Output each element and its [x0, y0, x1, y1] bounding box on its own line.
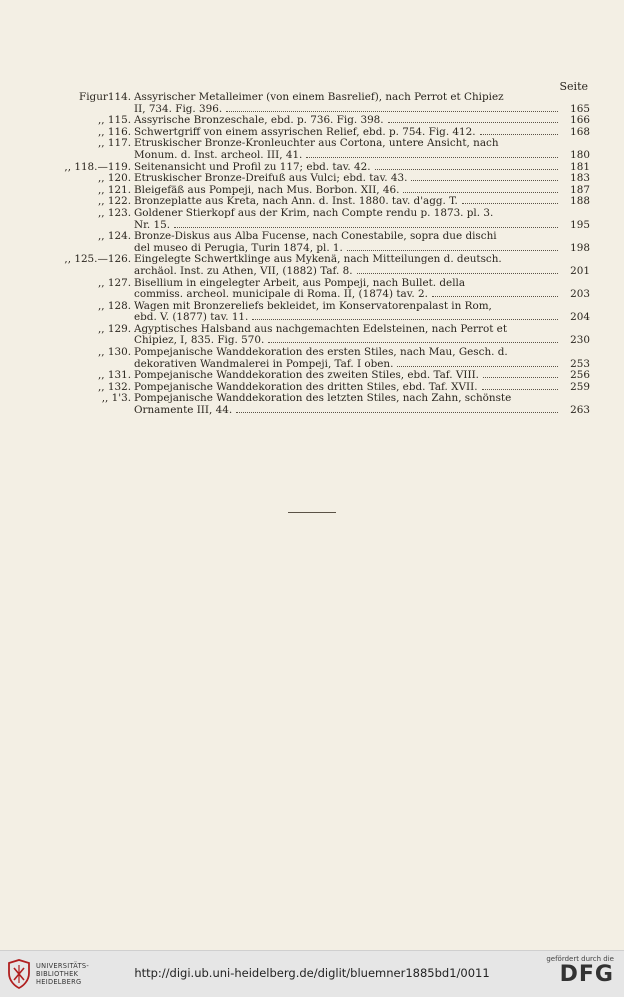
- figure-number: Figur114.: [79, 91, 131, 103]
- dot-leader: [397, 359, 558, 367]
- entry-text: Monum. d. Inst. archeol. III, 41.: [134, 149, 303, 161]
- page-number: 166: [570, 114, 590, 127]
- figure-number: ,, 121.: [97, 183, 131, 196]
- figure-entry: [60, 231, 590, 254]
- figure-number: ,, 120.: [97, 172, 131, 185]
- figure-entry: [60, 393, 590, 416]
- entry-last-line: [60, 104, 590, 116]
- entry-text: Assyrischer Metalleimer (von einem Basrelief), nach Perrot et Chipiez: [134, 92, 504, 103]
- entry-text: Pompejanische Wanddekoration des ersten Stiles, nach Mau, Gesch. d.: [134, 347, 508, 359]
- entry-first-line: [60, 324, 590, 336]
- dot-leader: [375, 162, 558, 170]
- dot-leader: [411, 173, 558, 181]
- entry-text: Seitenansicht und Profil zu 117; ebd. tav. 42.: [134, 161, 371, 173]
- dot-leader: [306, 150, 558, 158]
- entry-last-line: [60, 312, 590, 324]
- figure-entry: [60, 347, 590, 370]
- entry-text: Eingelegte Schwertklinge aus Mykenä, nach Mitteilungen d. deutsch.: [134, 254, 502, 266]
- entry-first-line: [60, 115, 590, 127]
- entry-first-line: [60, 92, 590, 104]
- library-name-line2: BIBLIOTHEK: [36, 970, 79, 978]
- dfg-logo[interactable]: [546, 955, 614, 987]
- entry-first-line: [60, 173, 590, 185]
- dot-leader: [252, 312, 558, 320]
- dot-leader: [482, 382, 558, 390]
- entry-text: Pompejanische Wanddekoration des zweiten Stiles, ebd. Taf. VIII.: [134, 370, 479, 382]
- dot-leader: [462, 196, 558, 204]
- figure-entry: [60, 162, 590, 174]
- figure-number: ,, 127.: [97, 276, 131, 289]
- figure-number: ,, 132.: [97, 380, 131, 393]
- dot-leader: [236, 405, 558, 413]
- dot-leader: [357, 266, 558, 274]
- entry-first-line: [60, 196, 590, 208]
- page-number: 188: [570, 195, 590, 208]
- figure-number: ,, 116.: [97, 125, 131, 138]
- entry-text: archäol. Inst. zu Athen, VII, (1882) Taf. 8.: [134, 265, 353, 277]
- entry-text: Pompejanische Wanddekoration des dritten Stiles, ebd. Taf. XVII.: [134, 381, 478, 393]
- page-number: 183: [570, 172, 590, 185]
- entry-text: del museo di Perugia, Turin 1874, pl. 1.: [134, 242, 343, 254]
- page-number: 195: [570, 218, 590, 231]
- entry-first-line: [60, 185, 590, 197]
- figure-number: ,, 128.: [97, 299, 131, 312]
- entry-text: Ägyptisches Halsband aus nachgemachten Edelsteinen, nach Perrot et: [134, 323, 508, 335]
- page-number: 259: [570, 380, 590, 393]
- entry-text: Bisellium in eingelegter Arbeit, aus Pompeji, nach Bullet. della: [134, 277, 466, 289]
- figure-number: ,, 1'3.: [101, 392, 131, 405]
- entry-text: Ornamente III, 44.: [134, 405, 233, 417]
- dfg-wordmark: DFG: [559, 962, 614, 987]
- entry-text: commiss. archeol. municipale di Roma. II, (1874) tav. 2.: [134, 289, 428, 301]
- page-number: 201: [570, 264, 590, 277]
- page-number: 203: [570, 288, 590, 301]
- permalink-url[interactable]: http://digi.ub.uni-heidelberg.de/diglit/bluemner1885bd1/0011: [134, 966, 490, 980]
- page-number: 256: [570, 369, 590, 382]
- entry-last-line: [60, 359, 590, 371]
- figure-entry: [60, 254, 590, 277]
- entry-first-line: [60, 162, 590, 174]
- figure-number: ,, 129.: [97, 322, 131, 335]
- figure-entry: [60, 278, 590, 301]
- figure-entry: [60, 370, 590, 382]
- figure-entry: [60, 196, 590, 208]
- figure-number: ,, 117.: [97, 137, 131, 150]
- entry-text: Goldener Stierkopf aus der Krim, nach Compte rendu p. 1873. pl. 3.: [134, 207, 494, 219]
- page-number: 168: [570, 125, 590, 138]
- end-rule: [288, 512, 336, 513]
- page-number: 180: [570, 148, 590, 161]
- entry-text: dekorativen Wandmalerei in Pompeji, Taf. I oben.: [134, 358, 394, 370]
- entry-last-line: [60, 335, 590, 347]
- library-name-line1: UNIVERSITÄTS-: [36, 962, 90, 970]
- figure-entry: [60, 185, 590, 197]
- page-column-header: Seite: [559, 80, 588, 93]
- entry-first-line: [60, 347, 590, 359]
- dot-leader: [226, 104, 558, 112]
- entry-text: Chipiez, I, 835. Fig. 570.: [134, 335, 265, 347]
- page-number: 230: [570, 334, 590, 347]
- entry-text: Pompejanische Wanddekoration des letzten Stiles, nach Zahn, schönste: [134, 393, 512, 405]
- viewer-footer: [0, 950, 624, 997]
- figure-entry: [60, 324, 590, 347]
- figure-number: ,, 125.—126.: [64, 253, 131, 266]
- dot-leader: [388, 115, 558, 123]
- figure-number: ,, 122.: [97, 195, 131, 208]
- entry-first-line: [60, 254, 590, 266]
- entry-text: Schwertgriff von einem assyrischen Relief, ebd. p. 754. Fig. 412.: [134, 126, 476, 138]
- dot-leader: [347, 243, 558, 251]
- entry-first-line: [60, 382, 590, 394]
- entry-first-line: [60, 138, 590, 150]
- dot-leader: [268, 335, 558, 343]
- entry-first-line: [60, 301, 590, 313]
- entry-last-line: [60, 220, 590, 232]
- figure-number: ,, 118.—119.: [64, 160, 131, 173]
- figure-entry: [60, 173, 590, 185]
- entry-text: ebd. V. (1877) tav. 11.: [134, 312, 249, 324]
- entry-first-line: [60, 231, 590, 243]
- dot-leader: [480, 127, 558, 135]
- figure-number: ,, 115.: [97, 114, 131, 127]
- page-number: 198: [570, 241, 590, 254]
- entry-text: Bronzeplatte aus Kreta, nach Ann. d. Inst. 1880. tav. d'agg. T.: [134, 196, 458, 208]
- figure-entry: [60, 127, 590, 139]
- entry-first-line: [60, 393, 590, 405]
- figure-entry: [60, 208, 590, 231]
- figure-entry: [60, 301, 590, 324]
- figure-number: ,, 124.: [97, 230, 131, 243]
- page-number: 204: [570, 311, 590, 324]
- entry-text: Assyrische Bronzeschale, ebd. p. 736. Fig. 398.: [134, 115, 384, 127]
- entry-text: II, 734. Fig. 396.: [134, 103, 223, 115]
- entry-first-line: [60, 370, 590, 382]
- entry-text: Etruskischer Bronze-Dreifuß aus Vulci; ebd. tav. 43.: [134, 173, 408, 185]
- dot-leader: [432, 289, 558, 297]
- entry-first-line: [60, 208, 590, 220]
- figure-entry: [60, 138, 590, 161]
- entry-last-line: [60, 150, 590, 162]
- figure-entry: [60, 92, 590, 115]
- figure-entry: [60, 382, 590, 394]
- dot-leader: [483, 370, 558, 378]
- entry-text: Bleigefäß aus Pompeji, nach Mus. Borbon. XII, 46.: [134, 184, 400, 196]
- entry-text: Etruskischer Bronze-Kronleuchter aus Cortona, untere Ansicht, nach: [134, 138, 499, 150]
- page-number: 253: [570, 357, 590, 370]
- entry-first-line: [60, 278, 590, 290]
- figure-number: ,, 123.: [97, 206, 131, 219]
- page-number: 263: [570, 404, 590, 417]
- figure-index-list: [60, 92, 590, 417]
- entry-first-line: [60, 127, 590, 139]
- page-number: 165: [570, 102, 590, 115]
- entry-text: Nr. 15.: [134, 219, 171, 231]
- entry-last-line: [60, 289, 590, 301]
- entry-text: Wagen mit Bronzereliefs bekleidet, im Konservatorenpalast in Rom,: [134, 300, 492, 312]
- figure-number: ,, 131.: [97, 369, 131, 382]
- page-number: 187: [570, 183, 590, 196]
- entry-last-line: [60, 243, 590, 255]
- figure-entry: [60, 115, 590, 127]
- entry-text: Bronze-Diskus aus Alba Fucense, nach Conestabile, sopra due dischi: [134, 231, 497, 243]
- dot-leader: [403, 185, 558, 193]
- dot-leader: [174, 220, 558, 228]
- funded-by-label: gefördert durch die: [546, 955, 614, 963]
- library-name-line3: HEIDELBERG: [36, 978, 82, 986]
- page-number: 181: [570, 160, 590, 173]
- entry-last-line: [60, 405, 590, 417]
- entry-last-line: [60, 266, 590, 278]
- figure-number: ,, 130.: [97, 346, 131, 359]
